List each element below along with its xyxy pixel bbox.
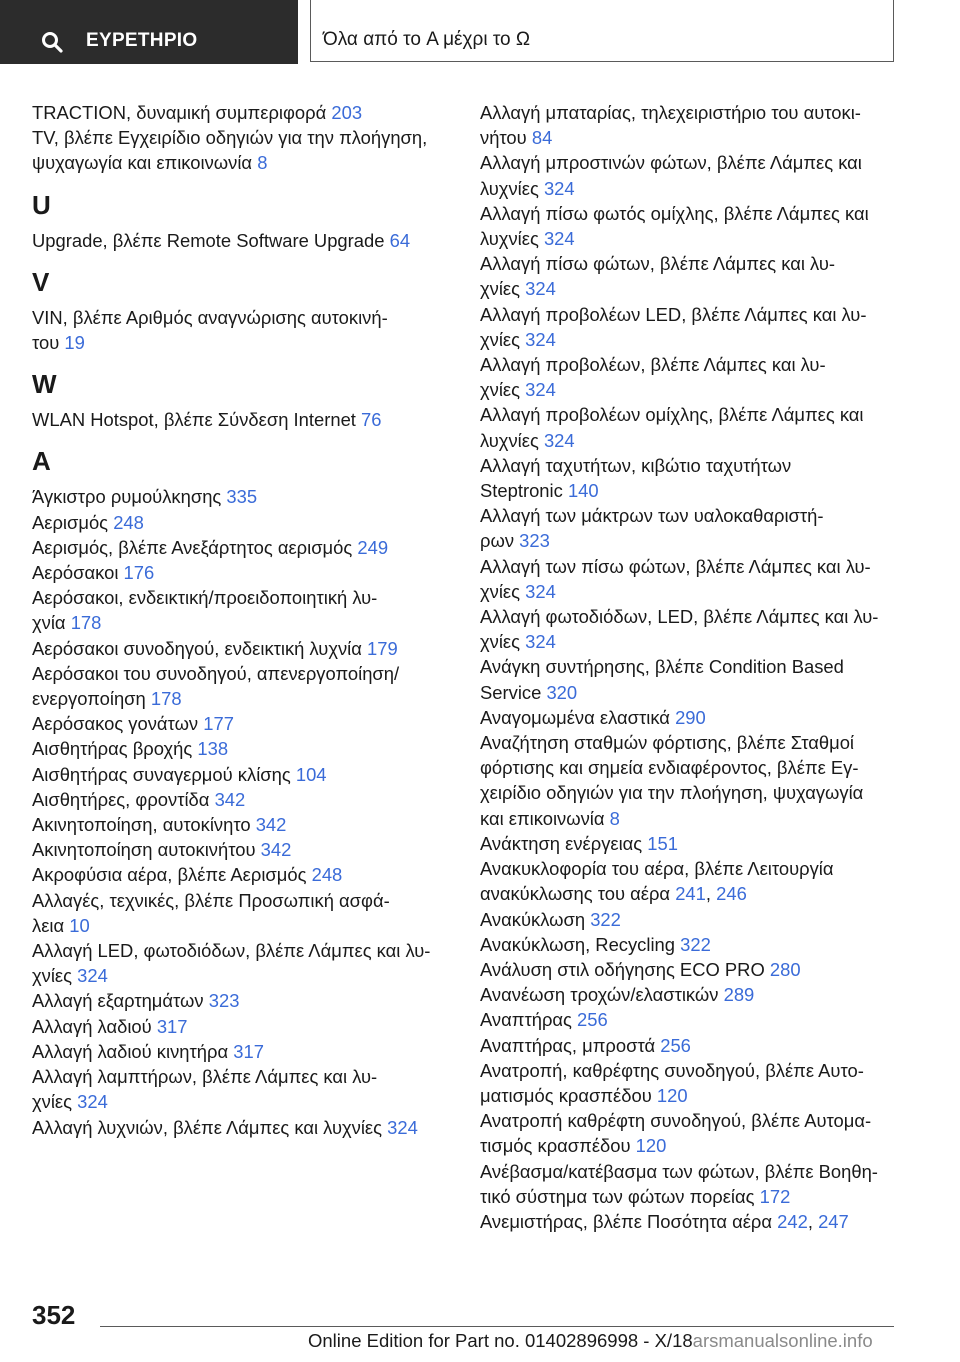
section-title-box xyxy=(310,0,894,62)
index-entry-line xyxy=(480,327,900,352)
index-letter-heading: V xyxy=(32,266,50,297)
index-entry-text: Αναζήτηση σταθμών φόρτισης, βλέπε Σταθμοί xyxy=(480,732,855,754)
index-entry-text: Ακροφύσια αέρα, βλέπε Αερισμός xyxy=(32,864,307,886)
page-reference-link[interactable]: 290 xyxy=(675,706,706,728)
page-reference-link[interactable]: 324 xyxy=(525,379,556,401)
page-reference-link[interactable]: 324 xyxy=(525,631,556,653)
page-reference-link[interactable]: 249 xyxy=(357,536,389,558)
index-entry xyxy=(480,957,900,982)
index-entry-line xyxy=(480,100,900,125)
index-entry xyxy=(32,812,442,837)
index-entry-line xyxy=(32,100,442,125)
index-entry-line xyxy=(32,1014,442,1039)
index-entry-line xyxy=(480,402,900,427)
index-entry-text: Αλλαγή των μάκτρων των υαλοκαθαριστή‐ xyxy=(480,505,824,527)
index-entry-text: και επικοινωνία xyxy=(480,807,605,829)
index-entry-text: Αλλαγή πίσω φώτων, βλέπε Λάμπες και λυ‐ xyxy=(480,253,835,275)
index-entry-line xyxy=(32,484,442,509)
index-entry xyxy=(32,938,442,988)
page-reference-link[interactable]: 324 xyxy=(387,1116,418,1138)
index-entry xyxy=(480,302,900,352)
index-tab-label: ΕΥΡΕΤΗΡΙΟ xyxy=(86,30,198,51)
index-entry-text: Αισθητήρας βροχής xyxy=(32,738,193,760)
index-entry-line xyxy=(32,711,442,736)
page-reference-link[interactable]: 19 xyxy=(64,332,85,354)
index-entry-text: ματισμός κρασπέδου xyxy=(480,1084,652,1106)
index-entry-text: Ανάγκη συντήρησης, βλέπε Condition Based xyxy=(480,656,844,678)
index-entry-text: φόρτισης και σημεία ενδιαφέροντος, βλέπε Εγ‐ xyxy=(480,757,859,779)
footer-edition-text: Online Edition for Part no. 01402896998 - X/18 xyxy=(308,1330,693,1351)
index-entry xyxy=(32,1064,442,1114)
index-entry-text: ψυχαγωγία και επικοινωνία xyxy=(32,152,253,174)
index-entry-line xyxy=(480,453,900,478)
index-entry xyxy=(480,402,900,452)
index-entry xyxy=(32,661,442,711)
index-entry-text: Ανάλυση στιλ οδήγησης ECO PRO xyxy=(480,958,765,980)
index-entry-text: χνίες xyxy=(480,580,520,602)
page-reference-link[interactable]: 64 xyxy=(389,229,411,251)
index-entry-text: νήτου xyxy=(480,127,527,149)
page-reference-link[interactable]: 335 xyxy=(226,486,258,508)
index-entry-text: Ανεμιστήρας, βλέπε Ποσότητα αέρα xyxy=(480,1210,772,1232)
index-entry-text: Αλλαγή φωτοδιόδων, LED, βλέπε Λάμπες και λυ‐ xyxy=(480,606,879,628)
index-entry xyxy=(32,1039,442,1064)
index-entry-text: Αισθητήρας συναγερμού κλίσης xyxy=(32,763,291,785)
index-entry-line xyxy=(480,1058,900,1083)
page-reference-link[interactable]: 177 xyxy=(203,713,234,735)
page-reference-link[interactable]: 324 xyxy=(77,965,108,987)
page-reference-link[interactable]: 323 xyxy=(208,990,240,1012)
index-entry-line xyxy=(480,957,900,982)
page-reference-link[interactable]: 8 xyxy=(257,152,268,174)
index-entry xyxy=(480,982,900,1007)
index-entry-line xyxy=(480,780,900,805)
index-entry-line xyxy=(32,305,442,330)
index-entry xyxy=(480,453,900,503)
index-entry-line xyxy=(32,938,442,963)
index-entry-line xyxy=(480,629,900,654)
footer-edition xyxy=(308,1330,873,1352)
page-reference-link[interactable]: 324 xyxy=(543,177,575,199)
index-entry-text: Αλλαγή προβολέων, βλέπε Λάμπες και λυ‐ xyxy=(480,354,826,376)
index-entry-text: Αλλαγές, τεχνικές, βλέπε Προσωπική ασφά‐ xyxy=(32,889,390,911)
index-entry-line xyxy=(32,150,442,175)
index-entry-line xyxy=(32,888,442,913)
index-entry-text: χνίες xyxy=(32,965,72,987)
index-entry-text: Αερισμός, βλέπε Ανεξάρτητος αερισμός xyxy=(32,536,353,558)
index-entry-text: του xyxy=(32,332,60,354)
index-entry-text: Αλλαγή προβολέων LED, βλέπε Λάμπες και λυ‐ xyxy=(480,303,867,325)
index-entry-line xyxy=(32,125,442,150)
index-entry-line xyxy=(32,1064,442,1089)
index-entry-text: Αισθητήρες, φροντίδα xyxy=(32,788,210,810)
index-entry-line xyxy=(480,831,900,856)
page-reference-link[interactable]: 324 xyxy=(525,328,556,350)
index-entry xyxy=(32,535,442,560)
index-entry-line xyxy=(480,528,900,553)
section-title: Όλα από το A μέχρι το Ω xyxy=(323,29,531,50)
index-entry-text: Ανανέωση τροχών/ελαστικών xyxy=(480,984,719,1006)
index-entry xyxy=(480,604,900,654)
index-entry-text: ενεργοποίηση xyxy=(32,688,146,710)
index-entry-text: Ανατροπή, καθρέφτης συνοδηγού, βλέπε Αυτο‐ xyxy=(480,1059,864,1081)
index-entry xyxy=(480,150,900,200)
index-entry-line xyxy=(480,226,900,251)
index-entry-line xyxy=(32,913,442,938)
page-reference-link[interactable]: 256 xyxy=(660,1034,691,1056)
index-entry-line xyxy=(480,654,900,679)
index-entry-line xyxy=(480,251,900,276)
page-reference-link[interactable]: 76 xyxy=(361,409,382,431)
index-entry xyxy=(480,705,900,730)
index-entry-line: Ανεμιστήρας, βλέπε Ποσότητα αέρα 242, 247 xyxy=(480,1210,849,1232)
index-entry-text: χνίες xyxy=(480,379,520,401)
index-entry-line xyxy=(32,585,442,610)
index-entry xyxy=(32,888,442,938)
index-entry-text: ανακύκλωσης του αέρα xyxy=(480,883,671,905)
page-reference-link[interactable]: 176 xyxy=(123,562,155,584)
page-reference-link[interactable]: 8 xyxy=(609,807,620,829)
index-entry-text: τικό σύστημα των φώτων πορείας xyxy=(480,1185,755,1207)
index-entry-line xyxy=(480,1133,900,1158)
index-entry-text: Αερόσακοι, ενδεικτική/προειδοποιητική λυ‐ xyxy=(32,587,378,609)
page-reference-link[interactable]: 256 xyxy=(577,1009,608,1031)
index-entry-line xyxy=(480,1083,900,1108)
index-entry-line xyxy=(480,1159,900,1184)
index-entry-text: Upgrade, βλέπε Remote Software Upgrade xyxy=(32,229,385,251)
index-entry xyxy=(480,1159,900,1209)
index-entry-text: χνίες xyxy=(480,328,520,350)
page-reference-link[interactable]: 324 xyxy=(543,429,575,451)
index-entry xyxy=(32,510,442,535)
index-entry xyxy=(32,736,442,761)
index-entry-text: Αναπτήρας xyxy=(480,1009,572,1031)
page-reference-link[interactable]: 248 xyxy=(311,864,343,886)
index-entry xyxy=(32,560,442,585)
index-entry xyxy=(480,201,900,251)
index-entry-line xyxy=(32,1039,442,1064)
index-entry-line xyxy=(480,856,900,881)
index-entry xyxy=(32,1115,442,1140)
page-reference-link[interactable]: 151 xyxy=(647,832,678,854)
page-reference-link[interactable]: 138 xyxy=(197,738,229,760)
index-entry-line xyxy=(480,201,900,226)
index-entry-line xyxy=(480,503,900,528)
index-entry-text: χνίες xyxy=(480,631,520,653)
page-reference-link[interactable]: 324 xyxy=(525,580,556,602)
index-entry xyxy=(32,585,442,635)
index-entry xyxy=(480,654,900,704)
index-entry-line xyxy=(32,510,442,535)
index-entry-text: VIN, βλέπε Αριθμός αναγνώρισης αυτοκινή‐ xyxy=(32,306,388,328)
index-entry-text: Αλλαγή λυχνιών, βλέπε Λάμπες και λυχνίες xyxy=(32,1116,382,1138)
footer-watermark: arsmanualsonline.info xyxy=(692,1330,873,1351)
index-entry-line xyxy=(32,610,442,635)
search-icon xyxy=(40,30,64,54)
index-entry-text: χνίες xyxy=(32,1091,72,1113)
index-entry-line xyxy=(32,407,442,432)
index-entry-text: Άγκιστρο ρυμούλκησης xyxy=(32,486,222,508)
index-entry xyxy=(480,1209,900,1234)
index-entry-text: Ανακύκλωση, Recycling xyxy=(480,933,676,955)
index-entry-text: Αλλαγή ταχυτήτων, κιβώτιο ταχυτήτων xyxy=(480,454,792,476)
index-entry xyxy=(480,100,900,150)
index-entry-line xyxy=(480,478,900,503)
index-entry-line xyxy=(480,1033,900,1058)
index-entry-text: Αλλαγή των πίσω φώτων, βλέπε Λάμπες και λυ‐ xyxy=(480,555,871,577)
index-entry xyxy=(32,125,442,175)
index-entry-text: Steptronic xyxy=(480,480,563,502)
index-entry-text: Αερόσακοι συνοδηγού, ενδεικτική λυχνία xyxy=(32,637,362,659)
index-entry-text: Αναπτήρας, μπροστά xyxy=(480,1034,656,1056)
index-entry-text: Ακινητοποίηση, αυτοκίνητο xyxy=(32,814,251,836)
page-reference-link[interactable]: 289 xyxy=(723,984,755,1006)
index-entry xyxy=(480,1058,900,1108)
index-entry-text: Ακινητοποίηση αυτοκινήτου xyxy=(32,839,256,861)
index-entry-text: Αερόσακοι του συνοδηγού, απενεργοποίηση/ xyxy=(32,662,400,684)
index-entry-text: Ανάκτηση ενέργειας xyxy=(480,832,643,854)
index-entry xyxy=(480,1108,900,1158)
page-reference-link[interactable]: 322 xyxy=(590,908,621,930)
page-reference-link[interactable]: 323 xyxy=(519,530,550,552)
index-entry-line xyxy=(32,330,442,355)
index-column-right xyxy=(480,100,900,1234)
index-entry-line xyxy=(480,579,900,604)
index-entry-text: Αλλαγή μπροστινών φώτων, βλέπε Λάμπες και xyxy=(480,152,862,174)
index-entry-line xyxy=(32,787,442,812)
index-entry-line xyxy=(480,755,900,780)
index-entry-text: Αναγομωμένα ελαστικά xyxy=(480,706,670,728)
index-entry-text: τισμός κρασπέδου xyxy=(480,1135,631,1157)
page-reference-link[interactable]: 322 xyxy=(680,933,711,955)
index-entry-line xyxy=(32,686,442,711)
index-entry-line xyxy=(480,806,900,831)
page-reference-link[interactable]: 140 xyxy=(567,480,599,502)
index-entry xyxy=(32,762,442,787)
index-entry-text: Αερόσακος γονάτων xyxy=(32,713,199,735)
index-entry xyxy=(32,988,442,1013)
index-entry-line xyxy=(480,428,900,453)
page-reference-link[interactable]: 179 xyxy=(367,637,398,659)
index-entry xyxy=(480,1007,900,1032)
page-number: 352 xyxy=(32,1300,76,1330)
index-entry xyxy=(32,1014,442,1039)
index-entry-line xyxy=(480,352,900,377)
page-reference-link[interactable]: 242 xyxy=(777,1210,808,1232)
index-entry-line: ανακύκλωσης του αέρα 241, 246 xyxy=(480,883,747,905)
index-entry-line xyxy=(480,982,900,1007)
index-entry xyxy=(480,730,900,831)
footer-divider xyxy=(100,1326,894,1327)
index-entry xyxy=(32,305,442,355)
index-entry-text: χνία xyxy=(32,612,66,634)
index-letter-heading: U xyxy=(32,189,51,220)
index-entry-text: χειρίδιο οδηγιών για την πλοήγηση, ψυχαγωγία xyxy=(480,782,864,804)
index-entry-line xyxy=(480,680,900,705)
page-reference-link[interactable]: 247 xyxy=(818,1210,849,1232)
index-entry-line xyxy=(480,1007,900,1032)
index-entry-line xyxy=(32,812,442,837)
index-letter-heading: A xyxy=(32,446,51,477)
index-entry-line xyxy=(480,705,900,730)
index-entry-text: Αλλαγή LED, φωτοδιόδων, βλέπε Λάμπες και λυ‐ xyxy=(32,940,431,962)
index-entry xyxy=(480,831,900,856)
page-reference-link[interactable]: 320 xyxy=(546,681,578,703)
index-entry xyxy=(32,711,442,736)
index-entry-text: Αλλαγή εξαρτημάτων xyxy=(32,990,204,1012)
index-entry-line xyxy=(32,228,442,253)
index-entry-line xyxy=(32,560,442,585)
page-reference-link[interactable]: 342 xyxy=(214,788,246,810)
index-entry-text: Ανατροπή καθρέφτη συνοδηγού, βλέπε Αυτομα‐ xyxy=(480,1110,872,1132)
index-entry-text: Αλλαγή πίσω φωτός ομίχλης, βλέπε Λάμπες και xyxy=(480,202,869,224)
index-entry-line xyxy=(32,862,442,887)
index-entry xyxy=(32,837,442,862)
page-reference-link[interactable]: 172 xyxy=(759,1185,791,1207)
index-entry-line xyxy=(32,1089,442,1114)
header-bar xyxy=(0,0,960,66)
page-reference-link[interactable]: 246 xyxy=(716,883,747,905)
index-entry xyxy=(480,251,900,301)
index-entry xyxy=(480,856,900,906)
index-entry-line xyxy=(480,302,900,327)
page-reference-link[interactable]: 324 xyxy=(77,1091,108,1113)
index-entry-text: Ανέβασμα/κατέβασμα των φώτων, βλέπε Βοηθη‐ xyxy=(480,1160,878,1182)
index-entry-line xyxy=(32,535,442,560)
index-entry-line xyxy=(480,730,900,755)
page-reference-link[interactable]: 120 xyxy=(656,1084,688,1106)
index-entry xyxy=(480,907,900,932)
index-entry-line xyxy=(480,176,900,201)
index-entry-text: Ανακύκλωση xyxy=(480,908,586,930)
index-tab[interactable] xyxy=(0,0,298,64)
index-entry-line xyxy=(480,932,900,957)
page-reference-link[interactable]: 120 xyxy=(635,1135,667,1157)
page-reference-link[interactable]: 178 xyxy=(70,612,102,634)
index-entry-text: λεια xyxy=(32,914,65,936)
index-entry-text: Ανακυκλοφορία του αέρα, βλέπε Λειτουργία xyxy=(480,858,834,880)
index-entry-line xyxy=(32,1115,442,1140)
index-entry-line xyxy=(32,988,442,1013)
index-entry-text: λυχνίες xyxy=(480,429,539,451)
index-entry-line xyxy=(480,377,900,402)
index-entry-line xyxy=(480,276,900,301)
index-column-left xyxy=(32,100,442,1140)
index-entry-line xyxy=(480,907,900,932)
index-entry-text: Αερισμός xyxy=(32,511,109,533)
index-entry xyxy=(32,862,442,887)
index-entry-line xyxy=(480,1184,900,1209)
page-reference-link[interactable]: 178 xyxy=(150,688,182,710)
index-entry-text: λυχνίες xyxy=(480,228,539,250)
index-entry-line xyxy=(480,1108,900,1133)
page-reference-link[interactable]: 104 xyxy=(295,763,327,785)
index-entry xyxy=(32,100,442,125)
index-entry xyxy=(480,554,900,604)
index-entry-text: TRACTION, δυναμική συμπεριφορά xyxy=(32,102,327,123)
page-reference-link[interactable]: 342 xyxy=(260,839,292,861)
index-entry xyxy=(480,1033,900,1058)
index-entry-line xyxy=(32,736,442,761)
index-entry-line xyxy=(32,837,442,862)
index-entry-line xyxy=(480,604,900,629)
page-reference-link[interactable]: 84 xyxy=(531,127,553,149)
index-entry-line xyxy=(32,661,442,686)
index-entry-text: ρων xyxy=(480,530,515,552)
index-entry-text: Service xyxy=(480,681,542,703)
index-letter-heading: W xyxy=(32,369,57,400)
page-reference-link[interactable]: 317 xyxy=(233,1040,264,1062)
page-reference-link[interactable]: 317 xyxy=(156,1015,188,1037)
index-entry-text: Αλλαγή λαδιού κινητήρα xyxy=(32,1040,229,1062)
index-entry xyxy=(32,484,442,509)
index-entry-line xyxy=(480,125,900,150)
index-entry-text: Αλλαγή μπαταρίας, τηλεχειριστήριο του αυτοκι‐ xyxy=(480,102,861,123)
index-entry xyxy=(32,228,442,253)
index-entry-text: TV, βλέπε Εγχειρίδιο οδηγιών για την πλοήγηση, xyxy=(32,127,428,149)
index-entry-text: Αλλαγή λαμπτήρων, βλέπε Λάμπες και λυ‐ xyxy=(32,1066,378,1088)
index-entry-text: Αλλαγή λαδιού xyxy=(32,1015,152,1037)
page-reference-link[interactable]: 324 xyxy=(543,228,575,250)
index-entry-line xyxy=(480,150,900,175)
index-entry xyxy=(480,503,900,553)
index-entry-line xyxy=(32,762,442,787)
index-entry-text: WLAN Hotspot, βλέπε Σύνδεση Internet xyxy=(32,409,356,431)
index-entry-line xyxy=(480,554,900,579)
page-reference-link[interactable]: 342 xyxy=(255,814,287,836)
index-entry xyxy=(32,407,442,432)
page-reference-link[interactable]: 248 xyxy=(113,511,144,533)
index-entry-line xyxy=(32,636,442,661)
index-entry xyxy=(32,787,442,812)
page-reference-link[interactable]: 10 xyxy=(69,914,90,936)
index-entry xyxy=(480,932,900,957)
index-entry-text: Αερόσακοι xyxy=(32,562,119,584)
index-entry xyxy=(480,352,900,402)
page-reference-link[interactable]: 241 xyxy=(675,883,706,905)
page-reference-link[interactable]: 280 xyxy=(769,958,801,980)
index-entry xyxy=(32,636,442,661)
index-entry-text: χνίες xyxy=(480,278,520,300)
index-entry-text: Αλλαγή προβολέων ομίχλης, βλέπε Λάμπες και xyxy=(480,404,864,426)
index-entry-text: λυχνίες xyxy=(480,177,539,199)
page-reference-link[interactable]: 324 xyxy=(525,278,556,300)
page-reference-link[interactable]: 203 xyxy=(331,102,363,123)
index-entry-line xyxy=(32,963,442,988)
